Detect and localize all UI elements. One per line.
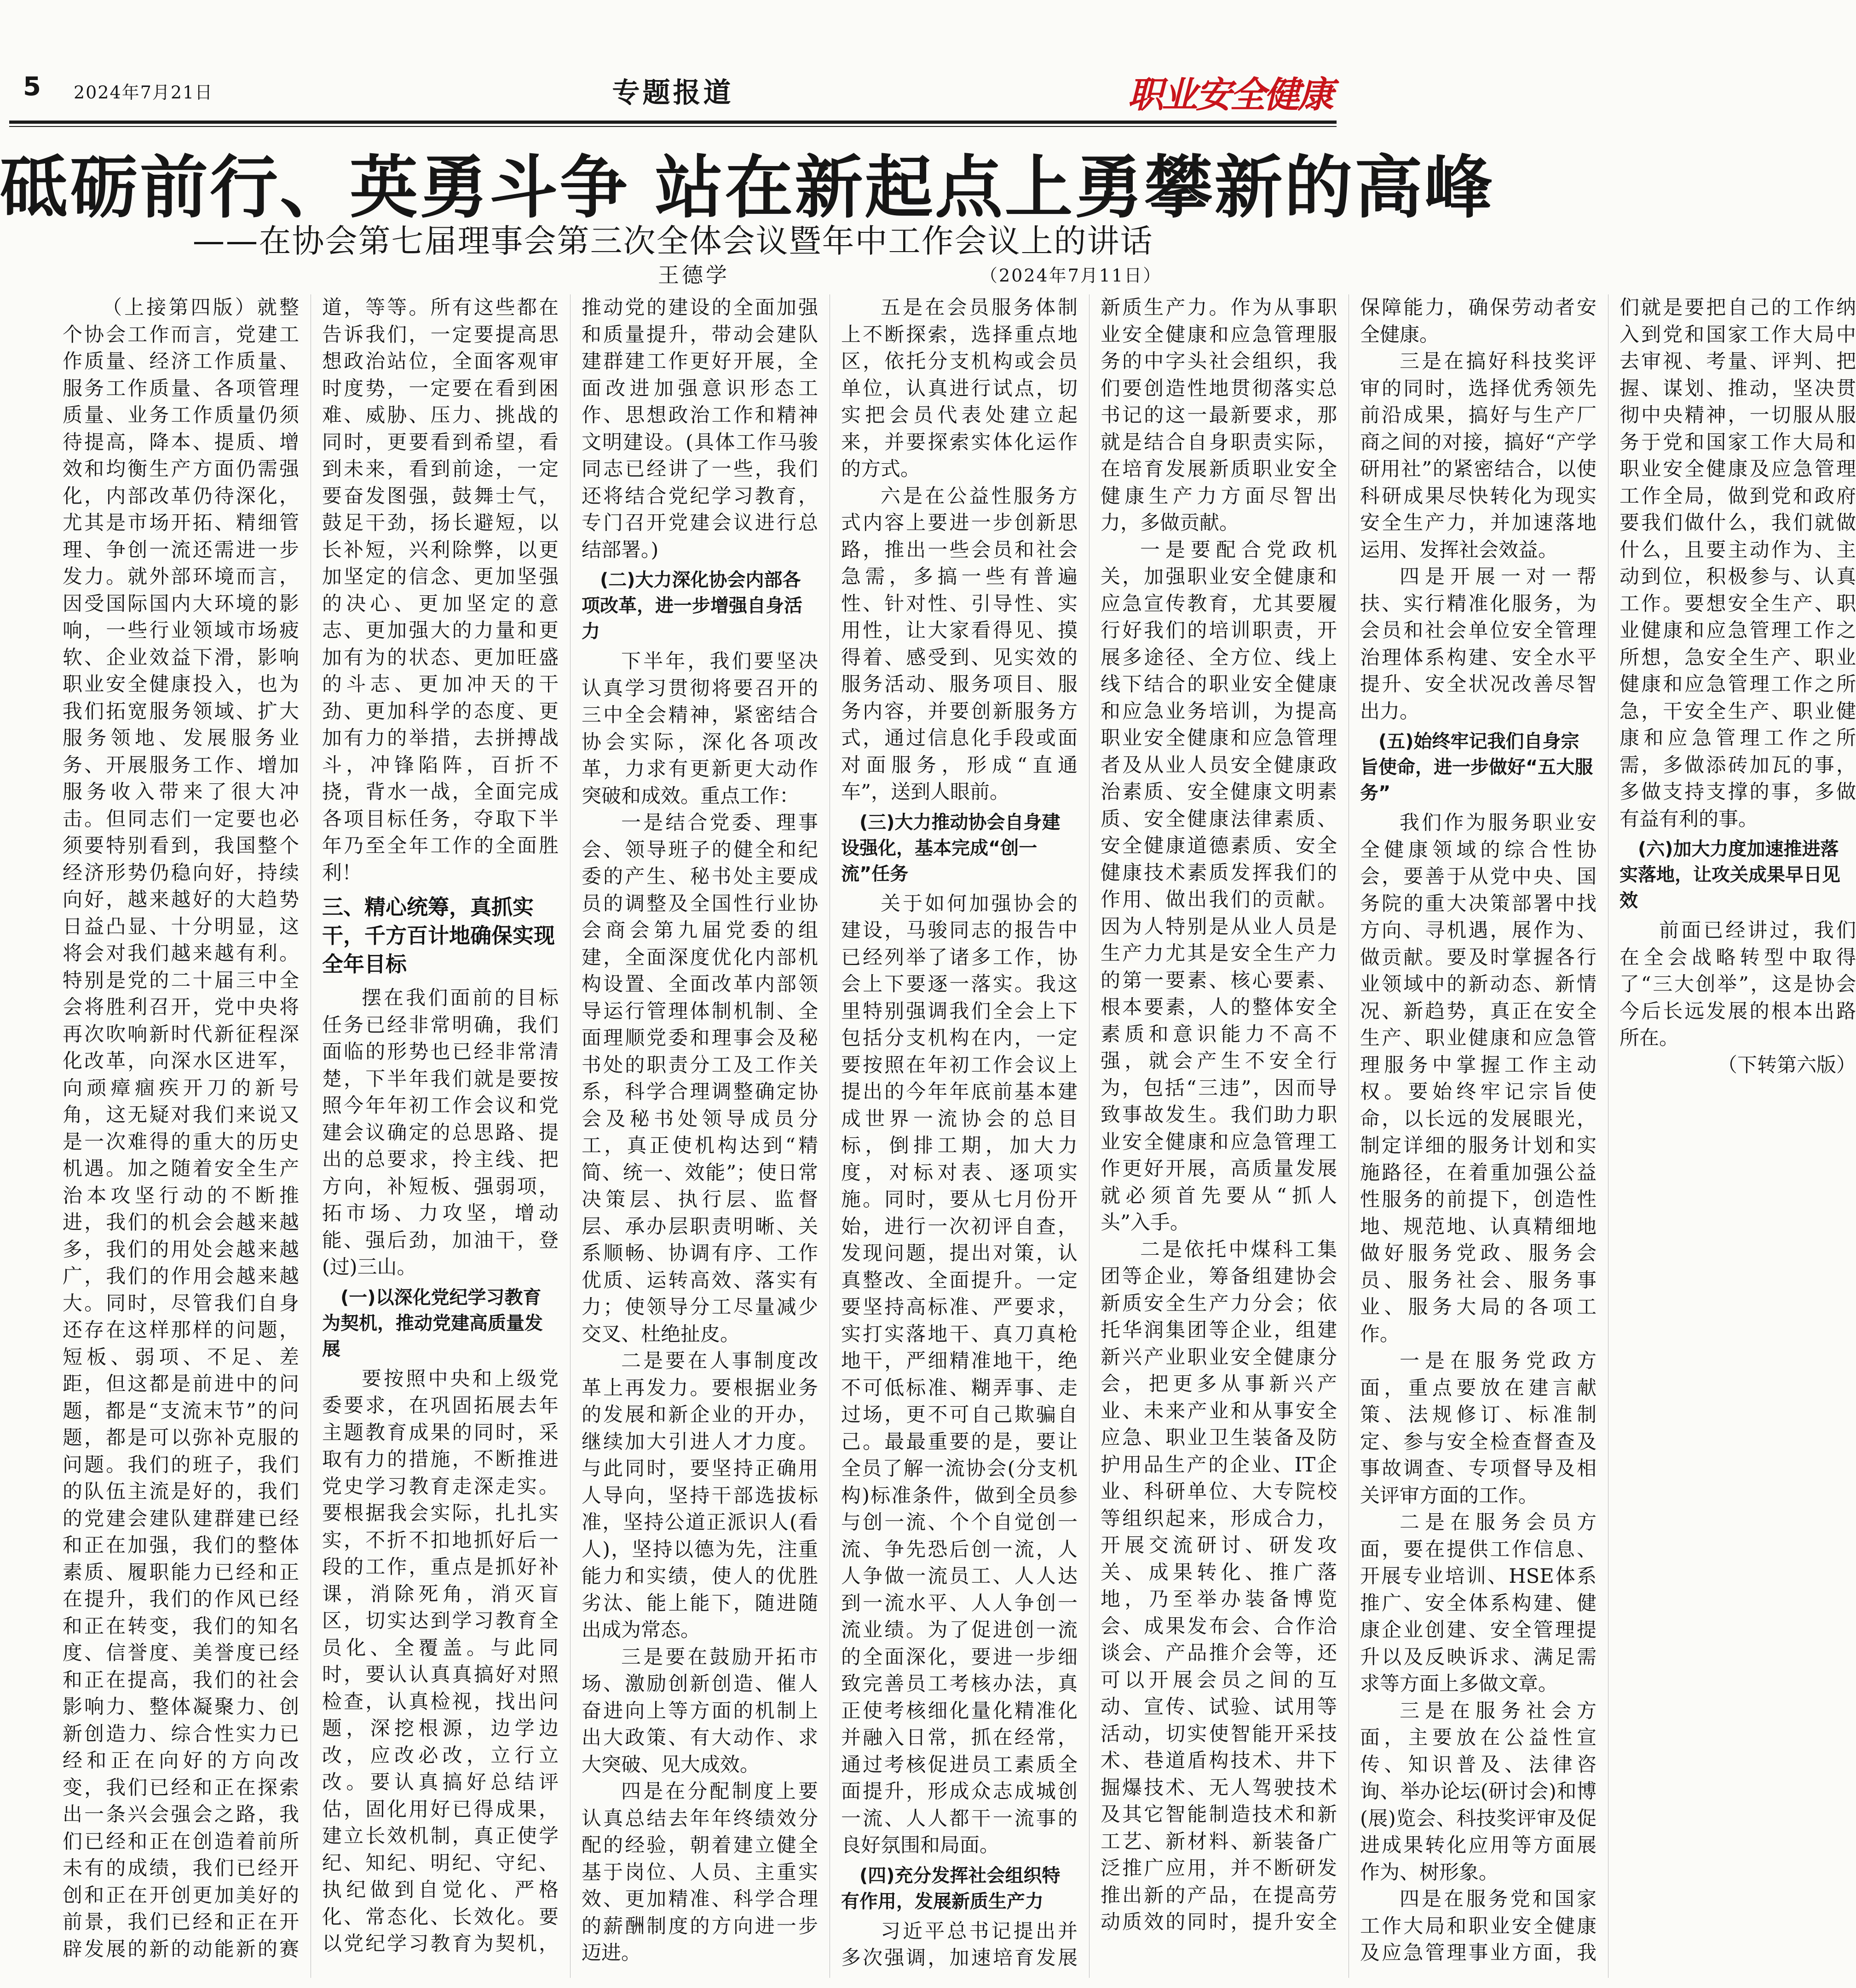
publication-date: 2024年7月21日 bbox=[74, 82, 213, 103]
paragraph: 二是要在人事制度改革上再发力。要根据业务的发展和新企业的开办，继续加大引进人才力度。与此同时，要坚持正确用人导向，坚持干部选拔标准，坚持公道正派识人(看人)，坚持以德为先，注重能力和实绩，使人的优胜劣汰、能上能下，随进随出成为常态。 bbox=[582, 1350, 818, 1642]
article-author: 王德学 bbox=[658, 263, 730, 287]
paragraph: 四是在分配制度上要认真总结去年年终绩效分配的经验，朝着建立健全基于岗位、人员、主重实效、更加精准、科学合理的薪酬制度的方向进一步迈进。 bbox=[582, 1780, 818, 1965]
paragraph: 习近平总书记提出并多次强调，加速培育发展新质生产力。作为从事职业安全健康和应急管理服务的中字头社会组织，我们要创造性地贯彻落实总书记的这一最新要求，那就是结合自身职责实际，在培育发展新质职业安全健康生产力方面尽智出力，多做贡献。 bbox=[841, 296, 1337, 1970]
paragraph: 摆在我们面前的目标任务已经非常明确，我们面临的形势也已经非常清楚，下半年我们就是要按照今年年初工作会议和党建会议确定的总思路、提出的总要求，拎主线、把方向，补短板、强弱项，拓市场、力攻坚，增动能、强后劲，加油干，登(过)三山。 bbox=[322, 987, 559, 1279]
article-title: 砥砺前行、英勇斗争 站在新起点上勇攀新的高峰 bbox=[0, 148, 1494, 227]
subsection-heading: (四)充分发挥社会组织特有作用，发展新质生产力 bbox=[841, 1865, 1061, 1912]
paragraph: 关于如何加强协会的建设，马骏同志的报告中已经列举了诸多工作，协会上下要逐一落实。我这里特别强调我们全会上下包括分支机构在内，一定要按照在年初工作会议上提出的今年年底前基本建成世界一流协会的总目标，倒排工期，加大力度，对标对表、逐项实施。同时，要从七月份开始，进行一次初评自查，发现问题，提出对策，认真整改、全面提升。一定要坚持高标准、严要求，实打实落地干、真刀真枪地干，严细精准地干，绝不可低标准、糊弄事、走过场，更不可自己欺骗自己。最最重要的是，要让全员了解一流协会(分支机构)标准条件，做到全员参与创一流、个个自觉创一流、争先恐后创一流，人人争做一流员工、人人达到一流水平、人人争创一流业绩。为了促进创一流的全面深化，要进一步细致完善员工考核办法，真正使考核细化量化精准化并融入日常，抓在经常，通过考核促进员工素质全面提升，形成众志成城创一流、人人都干一流事的良好氛围和局面。 bbox=[841, 892, 1078, 1857]
page-number: 5 bbox=[23, 72, 41, 102]
header-rule-thin bbox=[9, 126, 1337, 127]
article-body bbox=[63, 294, 1856, 1978]
paragraph: 三是在服务社会方面，主要放在公益性宣传、知识普及、法律咨询、举办论坛(研讨会)和博(展)览会、科技奖评审及促进成果转化应用等方面展作为、树形象。 bbox=[1360, 1699, 1597, 1884]
paragraph: （上接第四版）就整个协会工作而言，党建工作质量、经济工作质量、服务工作质量、各项管理质量、业务工作质量仍须待提高，降本、提质、增效和均衡生产方面仍需强化，内部改革仍待深化，尤其是市场开拓、精细管理、争创一流还需进一步发力。就外部环境而言，因受国际国内大环境的影响，一些行业领域市场疲软、企业效益下滑，影响职业安全健康投入，也为我们拓宽服务领域、扩大服务领地、发展服务业务、开展服务工作、增加服务收入带来了很大冲击。但同志们一定要也必须要特别看到，我国整个经济形势仍稳向好，持续向好，越来越好的大趋势日益凸显、十分明显，这将会对我们越来越有利。特别是党的二十届三中全会将胜利召开，党中央将再次吹响新时代新征程深化改革，向深水区进军，向顽瘴痼疾开刀的新号角，这无疑对我们来说又是一次难得的重大的历史机遇。加之随着安全生产治本攻坚行动的不断推进，我们的机会会越来越多，我们的用处会越来越广，我们的作用会越来越大。同时，尽管我们自身还存在这样那样的问题，短板、弱项、不足、差距，但这都是前进中的问题，都是“支流末节”的问题，都是可以弥补克服的问题。我们的班子，我们的队伍主流是好的，我们的党建会建队建群建已经和正在加强，我们的整体素质、履职能力已经和正在提升，我们的作风已经和正在转变，我们的知名度、信誉度、美誉度已经和正在提高，我们的社会影响力、整体凝聚力、创新创造力、综合性实力已经和正在向好的方向改变，我们已经和正在探索出一条兴会强会之路，我们已经和正在创造着前所未有的成绩，我们已经开创和正在开创更加美好的前景，我们已经和正在开辟发展的新的动能新的赛道，等等。所有这些都在告诉我们，一定要提高思想政治站位，全面客观审时度势，一定要在看到困难、威胁、压力、挑战的同时，更要看到希望，看到未来，看到前途，一定要奋发图强，鼓舞士气，鼓足干劲，扬长避短，以长补短，兴利除弊，以更加坚定的信念、更加坚强的决心、更加坚定的意志、更加强大的力量和更加有为的状态、更加旺盛的斗志、更加冲天的干劲、更加科学的态度、更加有力的举措，去拼搏战斗，冲锋陷阵，百折不挠，背水一战，全面完成各项目标任务，夺取下半年乃至全年工作的全面胜利！ bbox=[63, 296, 559, 1961]
newspaper-logo: 职业安全健康 bbox=[1127, 74, 1332, 116]
subsection-heading: (一)以深化党纪学习教育为契机，推动党建高质量发展 bbox=[322, 1287, 543, 1360]
speech-date: （2024年7月11日） bbox=[980, 265, 1162, 286]
subsection-heading: (五)始终牢记我们自身宗旨使命，进一步做好“五大服务” bbox=[1360, 731, 1593, 804]
paragraph: 下半年，我们要坚决认真学习贯彻将要召开的三中全会精神，紧密结合协会实际，深化各项改革，力求有更新更大动作突破和成效。重点工作： bbox=[582, 650, 818, 808]
paragraph: 四是开展一对一帮扶、实行精准化服务，为会员和社会单位安全管理治理体系构建、安全水平提升、安全状况改善尽智出力。 bbox=[1360, 565, 1597, 723]
paragraph: 二是依托中煤科工集团等企业，筹备组建协会新质安全生产力分会；依托华润集团等企业，组建新兴产业职业安全健康分会，把更多从事新兴产业、未来产业和从事安全应急、职业卫生装备及防护用品生产的企业、IT企业、科研单位、大专院校等组织起来，形成合力，开展交流研讨、研发攻关、成果转化、推广落地，乃至举办装备博览会、成果发布会、合作洽谈会、产品推介会等，还可以开展会员之间的互动、宣传、试验、试用等活动，切实使智能开采技术、巷道盾构技术、井下掘爆技术、无人驾驶技术及其它智能制造技术和新工艺、新材料、新装备广泛推广应用，并不断研发推出新的产品，在提高劳动质效的同时，提升安全保障能力，确保劳动者安全健康。 bbox=[1101, 296, 1597, 1934]
paragraph: 我们作为服务职业安全健康领域的综合性协会，要善于从党中央、国务院的重大决策部署中找方向、寻机遇，展作为、做贡献。要及时掌握各行业领域中的新动态、新情况、新趋势，真正在安全生产、职业健康和应急管理服务中掌握工作主动权。要始终牢记宗旨使命，以长远的发展眼光，制定详细的服务计划和实施路径，在着重加强公益性服务的前提下，创造性地、规范地、认真精细地做好服务党政、服务会员、服务社会、服务事业、服务大局的各项工作。 bbox=[1360, 811, 1597, 1346]
continued-note: （下转第六版） bbox=[1718, 1053, 1856, 1077]
header-rule-thick bbox=[9, 121, 1337, 124]
paragraph: 一是在服务党政方面，重点要放在建言献策、法规修订、标准制定、参与安全检查督查及事故调查、专项督导及相关评审方面的工作。 bbox=[1360, 1350, 1597, 1507]
paragraph: 一是要配合党政机关，加强职业安全健康和应急宣传教育，尤其要履行好我们的培训职责，开展多途径、全方位、线上线下结合的职业安全健康和应急业务培训，为提高职业安全健康和应急管理者及从业人员安全健康政治素质、安全健康文明素质、安全健康法律素质、安全健康道德素质、安全健康技术素质发挥我们的作用、做出我们的贡献。因为人特别是从业人员是生产力尤其是安全生产力的第一要素、核心要素、根本要素，人的整体安全素质和意识能力不高不强，就会产生不安全行为，包括“三违”，因而导致事故发生。我们助力职业安全健康和应急管理工作更好开展，高质量发展就必须首先要从“抓人头”入手。 bbox=[1101, 538, 1337, 1234]
paragraph: 前面已经讲过，我们在全会战略转型中取得了“三大创举”，这是协会今后长远发展的根本出路所在。 bbox=[1620, 919, 1856, 1050]
masthead bbox=[9, 69, 1337, 123]
paragraph: 一是结合党委、理事会、领导班子的健全和纪委的产生、秘书处主要成员的调整及全国性行业协会商会第九届党委的组建，全面深度优化内部机构设置、全面改革内部领导运行管理体制机制、全面理顺党委和理事会及秘书处的职责分工及工作关系，科学合理调整确定协会及秘书处领导成员分工，真正使机构达到“精简、统一、效能”；使日常决策层、执行层、监督层、承办层职责明晰、关系顺畅、协调有序、工作优质、运转高效、落实有力；使领导分工尽量减少交叉、杜绝扯皮。 bbox=[582, 811, 818, 1346]
subsection-heading: (二)大力深化协会内部各项改革，进一步增强自身活力 bbox=[582, 569, 802, 642]
paragraph: 四是在服务党和国家工作大局和职业安全健康及应急管理事业方面，我们就是要把自己的工作纳入到党和国家工作大局中去审视、考量、评判、把握、谋划、推动，坚决贯彻中央精神，一切服从服务于党和国家工作大局和职业安全健康及应急管理工作全局，做到党和政府要我们做什么，我们就做什么，且要主动作为、主动到位，积极参与、认真工作。要想安全生产、职业健康和应急管理工作之所想，急安全生产、职业健康和应急管理工作之所急，干安全生产、职业健康和应急管理工作之所需，多做添砖加瓦的事，多做支持支撑的事，多做有益有利的事。 bbox=[1360, 296, 1856, 1965]
subsection-heading: (三)大力推动协会自身建设强化，基本完成“创一流”任务 bbox=[841, 811, 1061, 885]
article-subtitle: ——在协会第七届理事会第三次全体会议暨年中工作会议上的讲话 bbox=[192, 222, 1153, 260]
paragraph: 六是在公益性服务方式内容上要进一步创新思路，推出一些会员和社会急需，多搞一些有普遍性、针对性、引导性、实用性，让大家看得见、摸得着、感受到、见实效的服务活动、服务项目、服务内容，并要创新服务方式，通过信息化手段或面对面服务，形成“直通车”，送到人眼前。 bbox=[841, 484, 1078, 804]
section-heading: 三、精心统筹，真抓实干，千方百计地确保实现全年目标 bbox=[322, 895, 555, 977]
paragraph: 二是在服务会员方面，要在提供工作信息、开展专业培训、HSE体系推广、安全体系构建、健康企业创建、安全管理提升以及反映诉求、满足需求等方面上多做文章。 bbox=[1360, 1511, 1597, 1695]
subsection-heading: (六)加大力度加速推进落实落地，让攻关成果早日见效 bbox=[1620, 839, 1840, 911]
paragraph: 三是要在鼓励开拓市场、激励创新创造、催人奋进向上等方面的机制上出大政策、有大动作、求大突破、见大成效。 bbox=[582, 1645, 818, 1776]
paragraph: 要按照中央和上级党委要求，在巩固拓展去年主题教育成果的同时，采取有力的措施，不断推进党史学习教育走深走实。要根据我会实际，扎扎实实，不折不扣地抓好后一段的工作，重点是抓好补课，消除死角，消灭盲区，切实达到学习教育全员化、全覆盖。与此同时，要认认真真搞好对照检查，认真检视，找出问题，深挖根源，边学边改，应改必改，立行立改。要认真搞好总结评估，固化用好已得成果，建立长效机制，真正使学纪、知纪、明纪、守纪、执纪做到自觉化、严格化、常态化、长效化。要以党纪学习教育为契机，推动党的建设的全面加强和质量提升，带动会建队建群建工作更好开展，全面改进加强意识形态工作、思想政治工作和精神文明建设。(具体工作马骏同志已经讲了一些，我们还将结合党纪学习教育，专门召开党建会议进行总结部署。) bbox=[322, 296, 818, 1955]
paragraph: 五是在会员服务体制上不断探索，选择重点地区，依托分支机构或会员单位，认真进行试点，切实把会员代表处建立起来，并要探索实体化运作的方式。 bbox=[841, 296, 1078, 481]
section-title: 专题报道 bbox=[612, 77, 734, 109]
paragraph: 三是在搞好科技奖评审的同时，选择优秀领先前沿成果，搞好与生产厂商之间的对接，搞好“产学研用社”的紧密结合，以使科研成果尽快转化为现实安全生产力，并加速落地运用、发挥社会效益。 bbox=[1360, 350, 1597, 562]
